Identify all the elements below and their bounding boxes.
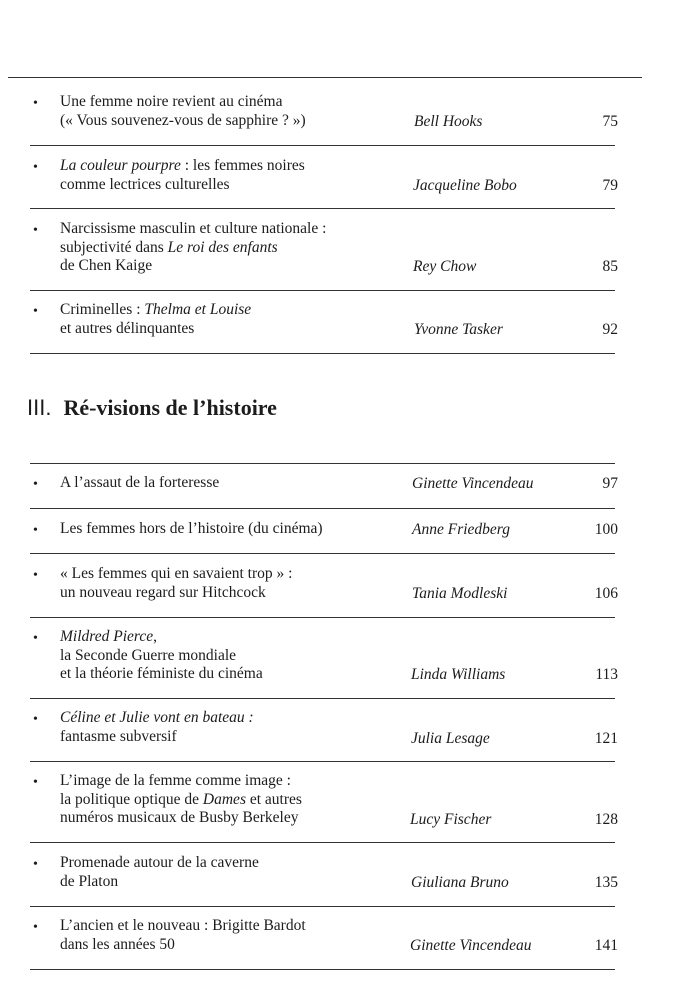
entry-divider [30, 290, 615, 291]
title-segment: la politique optique de [60, 790, 203, 808]
title-segment: « Les femmes qui en savaient trop » : [60, 565, 293, 582]
entry-page-number: 135 [594, 874, 618, 891]
entry-title-line [60, 791, 400, 810]
entry-title-line [60, 917, 400, 936]
bullet-icon: • [33, 160, 38, 175]
entry-title [60, 917, 400, 954]
entry-title [60, 520, 400, 539]
entry-title-line [60, 112, 400, 131]
entry-title [60, 93, 400, 130]
entry-author: Giuliana Bruno [411, 874, 509, 891]
section-title: Ré-visions de l’histoire [63, 395, 277, 420]
title-segment: et autres délinquantes [60, 319, 195, 337]
title-segment: (« Vous souvenez-vous de sapphire ? ») [60, 111, 306, 129]
entry-author: Tania Modleski [412, 585, 508, 602]
entry-title-line [60, 873, 400, 892]
bullet-icon: • [33, 523, 38, 538]
entry-title-line [60, 647, 400, 666]
title-segment: Les femmes hors de l’histoire (du cinéma) [60, 520, 323, 537]
italic-title-segment: Thelma et Louise [144, 301, 252, 318]
entry-title [60, 854, 400, 891]
bullet-icon: • [33, 775, 38, 790]
title-segment: subjectivité dans [60, 238, 168, 256]
entry-title [60, 772, 400, 828]
entry-author: Ginette Vincendeau [410, 937, 532, 954]
entry-page-number: 128 [594, 811, 618, 828]
entry-page-number: 106 [594, 585, 618, 602]
entry-title-line [60, 936, 400, 955]
entry-divider [30, 761, 615, 762]
entry-title [60, 628, 400, 684]
title-segment: de Platon [60, 872, 119, 890]
entry-page-number: 100 [594, 521, 618, 538]
title-segment: numéros musicaux de Busby Berkeley [60, 809, 299, 826]
title-segment: L’ancien et le nouveau : Brigitte Bardot [60, 917, 306, 934]
entry-divider [30, 906, 615, 907]
entry-author: Rey Chow [413, 258, 477, 275]
title-segment: Criminelles : [60, 301, 145, 318]
title-segment: un nouveau regard sur Hitchcock [60, 583, 266, 601]
entry-title [60, 220, 400, 276]
bullet-icon: • [33, 712, 38, 727]
title-segment: comme lectrices culturelles [60, 175, 230, 193]
title-segment: L’image de la femme comme image : [60, 772, 291, 789]
italic-title-segment: Le roi des enfants [167, 238, 278, 256]
italic-title-segment: Mildred Pierce [60, 628, 154, 645]
entry-title-line [60, 93, 400, 112]
entry-title [60, 301, 400, 338]
entry-author: Lucy Fischer [410, 811, 492, 828]
title-segment: la Seconde Guerre mondiale [60, 646, 237, 664]
title-segment: A l’assaut de la forteresse [60, 474, 220, 491]
entry-title-line [60, 772, 400, 791]
title-segment: de Chen Kaige [60, 257, 153, 274]
entry-page-number: 113 [595, 666, 618, 683]
title-segment: Narcissisme masculin et culture nationale : [60, 220, 327, 237]
entry-title-line [60, 474, 400, 493]
entry-author: Jacqueline Bobo [413, 177, 517, 194]
entry-divider [30, 145, 615, 146]
section-heading [27, 393, 277, 423]
entry-title-line [60, 301, 400, 320]
title-segment: , [153, 628, 157, 645]
bottom-rule [30, 969, 615, 970]
entry-title-line [60, 584, 400, 603]
entry-title-line [60, 520, 400, 539]
bullet-icon: • [33, 631, 38, 646]
entry-page-number: 85 [602, 258, 618, 275]
entry-divider [30, 508, 615, 509]
bullet-icon: • [33, 223, 38, 238]
entry-page-number: 121 [594, 730, 618, 747]
entry-title-line [60, 665, 400, 684]
entry-author: Bell Hooks [414, 113, 483, 130]
entry-divider [30, 617, 615, 618]
bullet-icon: • [33, 857, 38, 872]
entry-author: Ginette Vincendeau [412, 475, 534, 492]
bullet-icon: • [33, 568, 38, 583]
entry-page-number: 97 [602, 475, 618, 492]
italic-title-segment: Dames [202, 790, 246, 808]
bullet-icon: • [33, 96, 38, 111]
entry-title-line [60, 854, 400, 873]
entry-title-line [60, 320, 400, 339]
entry-divider [30, 842, 615, 843]
title-segment: Une femme noire revient au cinéma [60, 93, 283, 110]
title-segment: et autres [245, 790, 302, 808]
entry-page-number: 141 [594, 937, 618, 954]
entry-divider [30, 208, 615, 209]
title-segment: : les femmes noires [180, 157, 305, 174]
entry-title-line [60, 257, 400, 276]
entry-title-line [60, 157, 400, 176]
entry-author: Julia Lesage [411, 730, 490, 747]
italic-title-segment: Céline et Julie vont en bateau : [60, 709, 254, 726]
title-segment: et la théorie féministe du cinéma [60, 665, 263, 682]
entry-divider [30, 353, 615, 354]
entry-title [60, 474, 400, 493]
italic-title-segment: La couleur pourpre [60, 157, 181, 174]
title-segment: fantasme subversif [60, 727, 177, 745]
entry-page-number: 75 [602, 113, 618, 130]
entry-title [60, 565, 400, 602]
entry-title-line [60, 220, 400, 239]
title-segment: dans les années 50 [60, 935, 175, 953]
entry-page-number: 92 [602, 321, 618, 338]
title-segment: Promenade autour de la caverne [60, 854, 259, 871]
entry-title-line [60, 239, 400, 258]
entry-author: Anne Friedberg [412, 521, 510, 538]
entry-title [60, 709, 400, 746]
entry-title-line [60, 728, 400, 747]
entry-title-line [60, 809, 400, 828]
entry-title-line [60, 628, 400, 647]
bullet-icon: • [33, 304, 38, 319]
entry-author: Linda Williams [411, 666, 506, 683]
entry-title-line [60, 176, 400, 195]
entry-title-line [60, 565, 400, 584]
bullet-icon: • [33, 477, 38, 492]
bullet-icon: • [33, 920, 38, 935]
entry-divider [30, 698, 615, 699]
entry-divider [30, 553, 615, 554]
entry-author: Yvonne Tasker [414, 321, 503, 338]
entry-title-line [60, 709, 400, 728]
entry-title [60, 157, 400, 194]
top-rule [8, 77, 642, 78]
section-number: III. [27, 395, 52, 420]
section-rule [30, 463, 615, 464]
entry-page-number: 79 [602, 177, 618, 194]
